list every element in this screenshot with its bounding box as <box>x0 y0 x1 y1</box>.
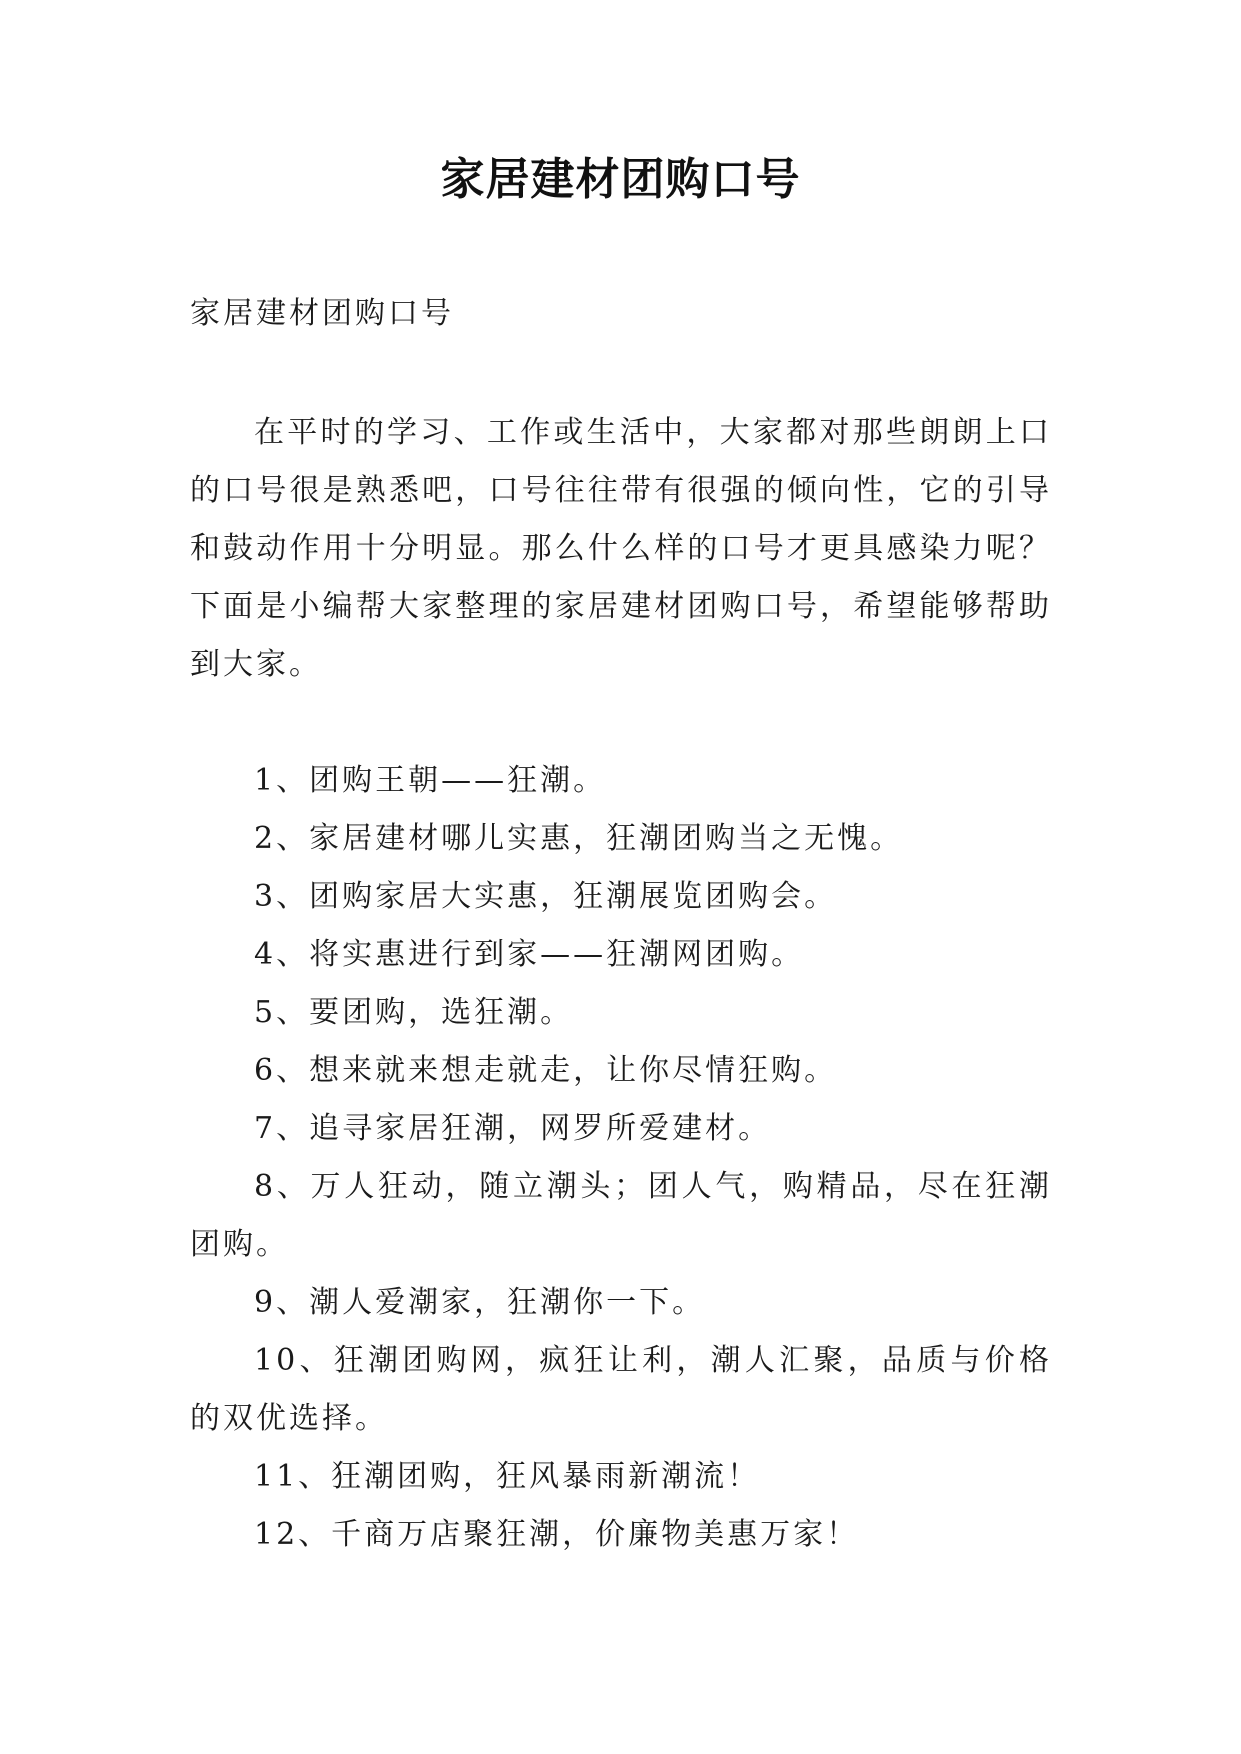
slogan-item: 7、追寻家居狂潮，网罗所爱建材。 <box>254 1111 772 1146</box>
intro-paragraph: 在平时的学习、工作或生活中，大家都对那些朗朗上口的口号很是熟悉吧，口号往往带有很强的倾向性，它的引导和鼓动作用十分明显。那么什么样的口号才更具感染力呢？下面是小编帮大家整理的家居建材团购口号，希望能够帮助到大家。 <box>190 415 1052 682</box>
slogan-item: 3、团购家居大实惠，狂潮展览团购会。 <box>254 879 838 914</box>
slogan-item: 11、狂潮团购，狂风暴雨新潮流！ <box>254 1459 761 1494</box>
slogan-item: 8、万人狂动，随立潮头；团人气，购精品，尽在狂潮团购。 <box>190 1169 1052 1262</box>
slogan-list <box>190 752 1052 1564</box>
slogan-item: 10、狂潮团购网，疯狂让利，潮人汇聚，品质与价格的双优选择。 <box>190 1343 1052 1436</box>
slogan-item: 12、千商万店聚狂潮，价廉物美惠万家！ <box>254 1517 860 1552</box>
slogan-item: 2、家居建材哪儿实惠，狂潮团购当之无愧。 <box>254 821 904 856</box>
document-title: 家居建材团购口号 <box>440 154 801 205</box>
slogan-item: 1、团购王朝——狂潮。 <box>254 763 607 798</box>
slogan-item: 9、潮人爱潮家，狂潮你一下。 <box>254 1285 706 1320</box>
slogan-item: 5、要团购，选狂潮。 <box>254 995 574 1030</box>
slogan-item: 6、想来就来想走就走，让你尽情狂购。 <box>254 1053 838 1088</box>
document-subtitle: 家居建材团购口号 <box>190 296 454 331</box>
slogan-item: 4、将实惠进行到家——狂潮网团购。 <box>254 937 805 972</box>
